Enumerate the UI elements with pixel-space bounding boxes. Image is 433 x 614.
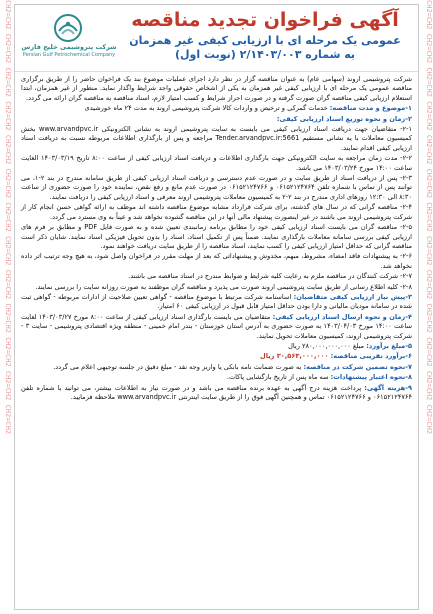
section-4 [21,313,412,341]
section-8-text: سه ماه پس از تاریخ بازگشایی پاکات. [226,373,329,382]
intro-paragraph [21,75,412,103]
section-2-heading: ۲-زمان و نحوه توزیع اسناد ارزیابی کیفی: [276,114,412,123]
section-3-heading: ۳-پیش نیاز ارزیابی کیفی متقاضیان: [293,292,413,301]
section-2-6: ۲-۶- به پیشنهادات فاقد امضاء، مشروط، مبهم، مخدوش و پیشنهاداتی که بعد از مهلت مقرر در فراخوان واصل شود، به هیچ وجه ترتیب اثر داده نخواهد شد. [21,252,412,270]
section-8-heading: ۸-نحوه اعتبار پیشنهادات: [330,373,412,382]
section-9-text: پرداخت هزینه درج آگهی به عهده برنده مناقصه می باشد و در صورت نیاز به اطلاعات بیشتر، می توانید با شماره تلفن ۰۶۱۵۲۱۲۴۷۶۴ و ۰۶۱۵۲۱۲۴۷۶۶ تماس و همچنین آگهی فوق را از طریق سایت اینترنتی [21,383,412,401]
section-7 [21,363,412,372]
section-6 [21,352,412,361]
page-subtitle: عمومی یک مرحله ای با ارزیابی کیفی غیر همزمان [129,34,401,47]
section-8 [21,373,412,382]
advertisement [14,4,419,610]
section-4-heading: ۴-زمان و نحوه ارسال اسناد ارزیابی کیفی: [272,312,412,321]
logo-company-name: شرکت پتروشیمی خلیج فارس [21,43,117,51]
section-6-text: ۳۰,۵۶۳,۰۰۰,۰۰۰ ریال [259,352,329,361]
section-9-end: ملاحظه فرمایید. [70,393,116,401]
section-2-7: ۲-۷- شرکت کنندگان در مناقصه ملزم به رعایت کلیه شرایط و ضوابط مندرج در اسناد مناقصه می باشند. [128,272,412,281]
section-5 [21,342,412,351]
section-2-4: ۲-۴- مناقصه گرانی که در سال های گذشته، برای شرکت قرارداد مشابه موضوع مناقصه داشته اند موظف به ارائه گواهی حسن انجام کار از شرکت پتروشیمی اروند می باشند در غیر اینصورت پیشنهاد مالی آنها در این مناقصه گشوده نخواهد شد و عیناً به وی مسترد می گردد. [21,203,412,221]
page-title: آگهی فراخوان تجدید مناقصه [131,9,399,31]
section-9 [21,384,412,403]
section-2-8: ۲-۸- کلیه اطلاع رسانی از طریق سایت پتروشیمی اروند صورت می پذیرد و مناقصه گران موظفند به صورت روزانه سایت را بررسی نمایند. [35,282,412,291]
footer-website-link[interactable]: www.arvandpvc.ir [117,393,177,401]
section-2-heading-row [21,115,412,124]
intro-text: شرکت پتروشیمی اروند (سهامی عام) به عنوان مناقصه گزار در نظر دارد اجرای عملیات موضوع بند یک فراخوان حاضر را از طریق برگزاری مناقصه عمومی یک مرحله ای با ارزیابی کیفی غیر همزمان به یکی از اشخاص حقوقی واجد شرایط واگذار نماید. منظور از غیر همزمان، ابتدا استعلام ارزیابی کیفی مناقصه گران صورت گرفته و در صورت احراز شرایط و کسب امتیاز لازم، اسناد مناقصه به مناقصه گران ارائه می گردد. [21,75,412,102]
tender-number: به شماره ۲/۱۴۰۳/۰۰۳ (نوبت اول) [174,48,356,61]
section-1-text: خدمات گمرکی و ترخیص و واردات کالا شرکت پتروشیمی اروند به مدت ۲۴ ماه خورشیدی [84,104,328,113]
section-7-heading: ۷-نحوه تضمین شرکت در مناقصه: [303,362,412,371]
section-2-3: ۲-۳- پس از دریافت اسناد از طریق سایت و در صورت عدم دسترسی و دریافت اسناد ارزیابی کیفی از طریق سامانه مندرج در بند ۲-۱، می توانند پس از تماس با شماره تلفن ۰۶۱۵۲۱۲۴۷۶۴ و ۰۶۱۵۲۱۲۴۷۶۶ در صورت عدم مانع و رفع نقص، نماینده خود را صورت حضوری از ساعت ۸:۳۰ الی ۱۲:۳۰ روزهای اداری مندرج در بند ۲-۲ به کمیسیون معاملات پتروشیمی اروند معرفی و اسناد ارزیابی کیفی را دریافت نمایند. [21,174,412,201]
company-logo [21,11,117,67]
company-logo-icon [53,13,83,43]
section-3 [21,293,412,312]
section-2-1-text-c: مراجعه و پس از بارگذاری اطلاعات مربوطه نسبت به دریافت اسناد ارزیابی کیفی اقدام نمایند. [21,134,412,152]
section-2-1 [21,125,412,153]
section-2-5: ۲-۵- مناقصه گران می بایست اسناد ارزیابی کیفی خود را مطابق برنامه زمانبندی تعیین شده و به صورت فایل PDF و مطابق بر فرم های ارزیابی کیفی بررسی سامانه معاملات بارگذاری نمایند. ضمناً پس از تکمیل اسناد، اسناد را بدون تحویل فیزیکی اسناد نمایند. شایان ذکر است مناقصه گرانی که حداقل امتیاز ارزیابی کیفی را کسب نمایند، اسناد مناقصه را از طریق سایت دریافت خواهند نمود. [21,223,412,250]
section-1 [21,104,412,113]
section-3-text: اساسنامه شرکت مرتبط با موضوع مناقصه - گواهی تعیین صلاحیت از ادارات مربوطه - گواهی ثبت شده در سامانه مودیان مالیاتی و دارا بودن حداقل امتیاز قابل قبول در ارزیابی کیفی ۶۰ امتیاز. [21,292,412,311]
title-block [120,9,410,62]
section-2-1-text-a: ۲-۱- متقاضیان جهت دریافت اسناد ارزیابی کیفی می بایست به سایت پتروشیمی اروند به نشانی الکترونیکی [101,125,412,134]
section-2-2: ۲-۲- مدت زمان مراجعه به سایت الکترونیکی جهت بارگذاری اطلاعات و دریافت اسناد ارزیابی کیفی از ساعت ۸:۰۰ تاریخ ۱۴۰۳/۰۳/۱۹ الغایت ساعت ۱۴:۰۰ مورخ ۱۴۰۳/۰۳/۲۴ می باشد. [21,154,413,172]
advertisement-body [15,72,418,402]
header [15,5,418,72]
section-9-heading: ۹-هزینه آگهی: [364,383,412,392]
watermark-right: CH2=CH2 CH2=CH2 CH2=CH2 CH2=CH2 CH2=CH2 CH2=CH2 CH2=CH2 CH2=CH2 CH2=CH2 CH2=CH2 CH2=CH2 CH2=CH2 CH2=CH2 [425,0,433,435]
watermark-left: CH2=CH2 CH2=CH2 CH2=CH2 CH2=CH2 CH2=CH2 CH2=CH2 CH2=CH2 CH2=CH2 CH2=CH2 CH2=CH2 CH2=CH2 CH2=CH2 CH2=CH2 [4,0,12,435]
section-7-text: به صورت ضمانت نامه بانکی یا واریز وجه نقد - مبلغ دقیق در جلسه توجیهی اعلام می گردد. [53,362,302,371]
section-5-text: مبلغ ۲۸۰,۰۰۰,۰۰۰,۰۰۰ ریال [288,341,365,350]
section-6-heading: ۶-برآورد تقریبی مناقصه: [330,352,412,361]
section-5-heading: ۵-مبلغ برآورد: [366,341,412,350]
section-1-heading: ۱-موضوع و مدت مناقصه: [329,104,412,113]
section-2-1-text-b: بخش کمیسیون معاملات با یه نشانی مستقیم [21,125,412,143]
section-4-text: متقاضیان می بایست بارگذاری اسناد ارزیابی کیفی از ساعت ۸:۰۰ مورخ ۱۴۰۳/۰۳/۲۷ لغایت ساعت ۱۴:۰۰ مورخ ۱۴۰۳/۰۴/۰۳ به صورت حضوری به آدرس استان خوزستان - بندر امام خمینی - منطقه ویژه اقتصادی پتروشیمی - سایت ۳ - شرکت پتروشیمی اروند، کمیسیون معاملات تحویل نمایند. [21,312,412,340]
website-link[interactable]: www.arvandpvc.ir [38,125,99,134]
tender-portal-link[interactable]: Tender.arvandpvc.ir:5661 [215,134,300,143]
logo-company-name-en: Persian Gulf Petrochemical Company [22,52,116,58]
